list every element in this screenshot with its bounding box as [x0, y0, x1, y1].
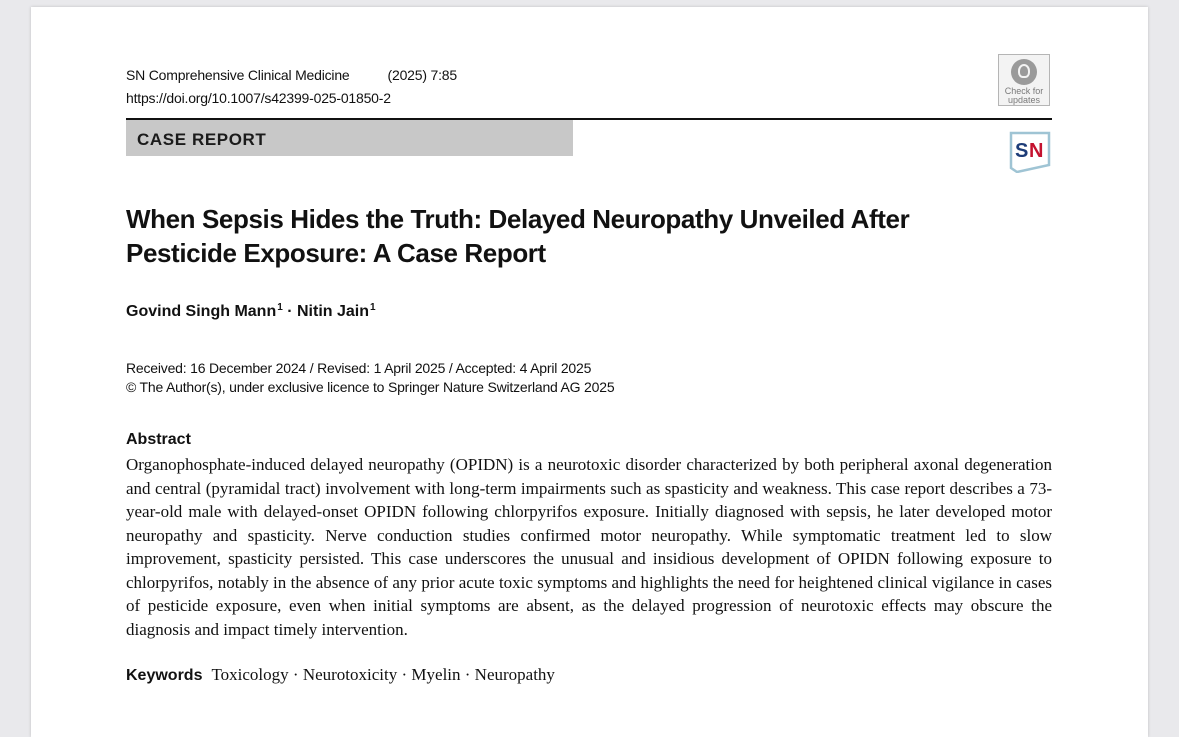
keywords-list: Toxicology · Neurotoxicity · Myelin · Neuropathy	[211, 665, 555, 684]
check-for-updates-badge[interactable]	[998, 54, 1050, 106]
author-separator: ·	[282, 303, 297, 320]
doi-link[interactable]: https://doi.org/10.1007/s42399-025-01850-2	[126, 90, 391, 106]
svg-text:S: S	[1015, 140, 1029, 162]
publication-history	[126, 359, 614, 397]
sn-logo-icon	[1009, 131, 1051, 173]
abstract-heading: Abstract	[126, 431, 191, 448]
author-name[interactable]: Govind Singh Mann	[126, 303, 277, 320]
check-for-updates-icon	[1011, 59, 1037, 85]
author-list	[126, 302, 376, 321]
journal-name: SN Comprehensive Clinical Medicine	[126, 67, 350, 83]
article-type-band	[126, 120, 573, 156]
svg-text:N: N	[1029, 140, 1044, 162]
copyright-notice: © The Author(s), under exclusive licence to Springer Nature Switzerland AG 2025	[126, 379, 615, 395]
journal-citation	[126, 67, 457, 83]
check-for-updates-label: Check for updates	[1004, 86, 1044, 105]
author-affiliation: 1	[370, 302, 376, 313]
received-revised-accepted-dates: Received: 16 December 2024 / Revised: 1 April 2025 / Accepted: 4 April 2025	[126, 360, 592, 376]
author-name[interactable]: Nitin Jain	[297, 303, 370, 320]
journal-issue: (2025) 7:85	[387, 67, 457, 83]
keywords-line	[126, 665, 555, 685]
paper-page	[31, 7, 1148, 737]
abstract-text: Organophosphate-induced delayed neuropathy (OPIDN) is a neurotoxic disorder characterized by both peripheral axonal degeneration and central (pyramidal tract) involvement with long-term impairments such as spasticity and weakness. This case report describes a 73-year-old male with delayed-onset OPIDN following chlorpyrifos exposure. Initially diagnosed with sepsis, he later developed motor neuropathy and spasticity. Nerve conduction studies confirmed motor neuropathy. While symptomatic treatment led to slow improvement, spasticity persisted. This case underscores the unusual and insidious development of OPIDN following exposure to chlorpyrifos, notably in the absence of any prior acute toxic symptoms and highlights the need for heightened clinical vigilance in cases of pesticide exposure, even when initial symptoms are absent, as the delayed progression of neurotoxic effects may obscure the diagnosis and impact timely intervention.	[126, 455, 1052, 639]
article-title: When Sepsis Hides the Truth: Delayed Neuropathy Unveiled After Pesticide Exposure: A Case Report	[126, 204, 910, 268]
author-affiliation: 1	[277, 302, 283, 313]
keywords-label: Keywords	[126, 667, 203, 684]
article-type-label: CASE REPORT	[137, 130, 267, 149]
